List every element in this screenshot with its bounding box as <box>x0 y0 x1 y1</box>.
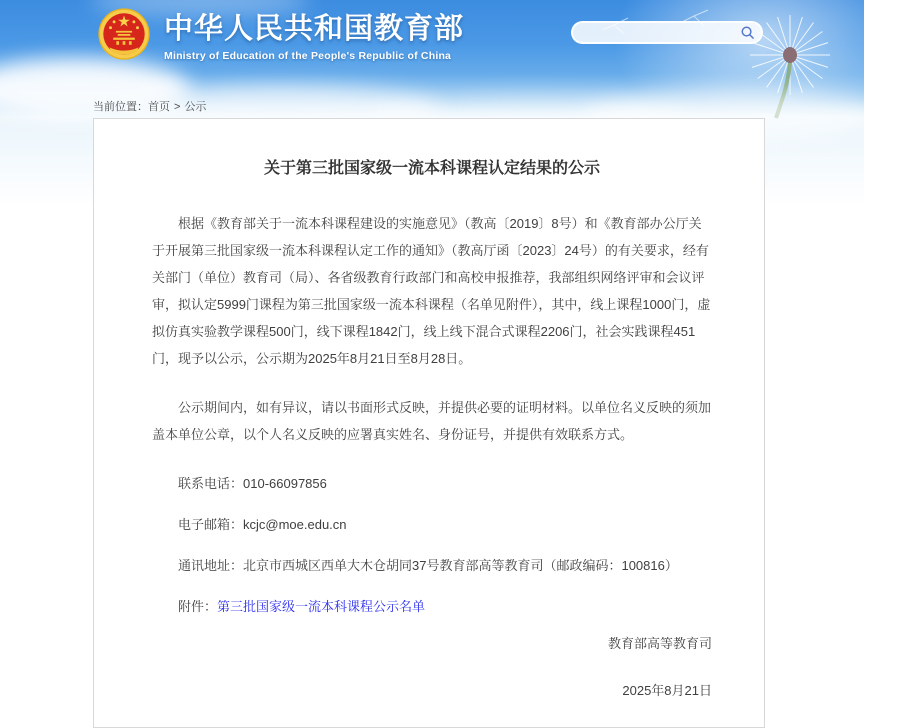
notice-paragraph: 根据《教育部关于一流本科课程建设的实施意见》（教高〔2019〕8号）和《教育部办公厅关于开展第三批国家级一流本科课程认定工作的通知》（教高厅函〔2023〕24号）的有关要求，经有关部门（单位）教育司（局）、各省级教育行政部门和高校申报推荐，我部组织网络评审和会议评审，拟认定5999门课程为第三批国家级一流本科课程（名单见附件），其中，线上课程1000门，虚拟仿真实验教学课程500门，线下课程1842门，线上线下混合式课程2206门，社会实践课程451门，现予以公示，公示期为2025年8月21日至8月28日。 <box>152 216 711 366</box>
attachment-row <box>152 593 712 620</box>
contact-phone: 联系电话：010-66097856 <box>178 476 327 491</box>
site-title: 中华人民共和国教育部 <box>164 13 465 45</box>
contact-email: 电子邮箱：kcjc@moe.edu.cn <box>178 517 347 532</box>
breadcrumb-current: 公示 <box>184 101 207 113</box>
notice-panel <box>93 118 765 728</box>
breadcrumb-separator: > <box>174 101 181 113</box>
site-title-block <box>164 6 464 62</box>
attachment-label: 附件： <box>178 599 218 614</box>
site-subtitle: Ministry of Education of the People's Republic of China <box>164 50 452 62</box>
search-button[interactable] <box>737 23 757 43</box>
search-icon <box>740 25 755 40</box>
breadcrumb-home-link[interactable]: 首页 <box>148 101 170 113</box>
notice-paragraph: 公示期间内，如有异议，请以书面形式反映，并提供必要的证明材料。以单位名义反映的须加盖本单位公章，以个人名义反映的应署真实姓名、身份证号，并提供有效联系方式。 <box>152 400 712 442</box>
attachment-link[interactable]: 第三批国家级一流本科课程公示名单 <box>217 599 426 614</box>
breadcrumb <box>93 98 206 114</box>
search-box <box>571 21 763 44</box>
notice-date: 2025年8月21日 <box>622 683 712 698</box>
contact-address: 通讯地址：北京市西城区西单大木仓胡同37号教育部高等教育司（邮政编码：100816） <box>178 558 678 573</box>
search-input[interactable] <box>583 26 737 40</box>
breadcrumb-label: 当前位置： <box>93 101 148 113</box>
national-emblem-icon <box>97 7 151 61</box>
notice-signature: 教育部高等教育司 <box>607 636 712 651</box>
notice-title: 关于第三批国家级一流本科课程认定结果的公示 <box>263 160 600 177</box>
site-logo[interactable] <box>97 6 464 62</box>
